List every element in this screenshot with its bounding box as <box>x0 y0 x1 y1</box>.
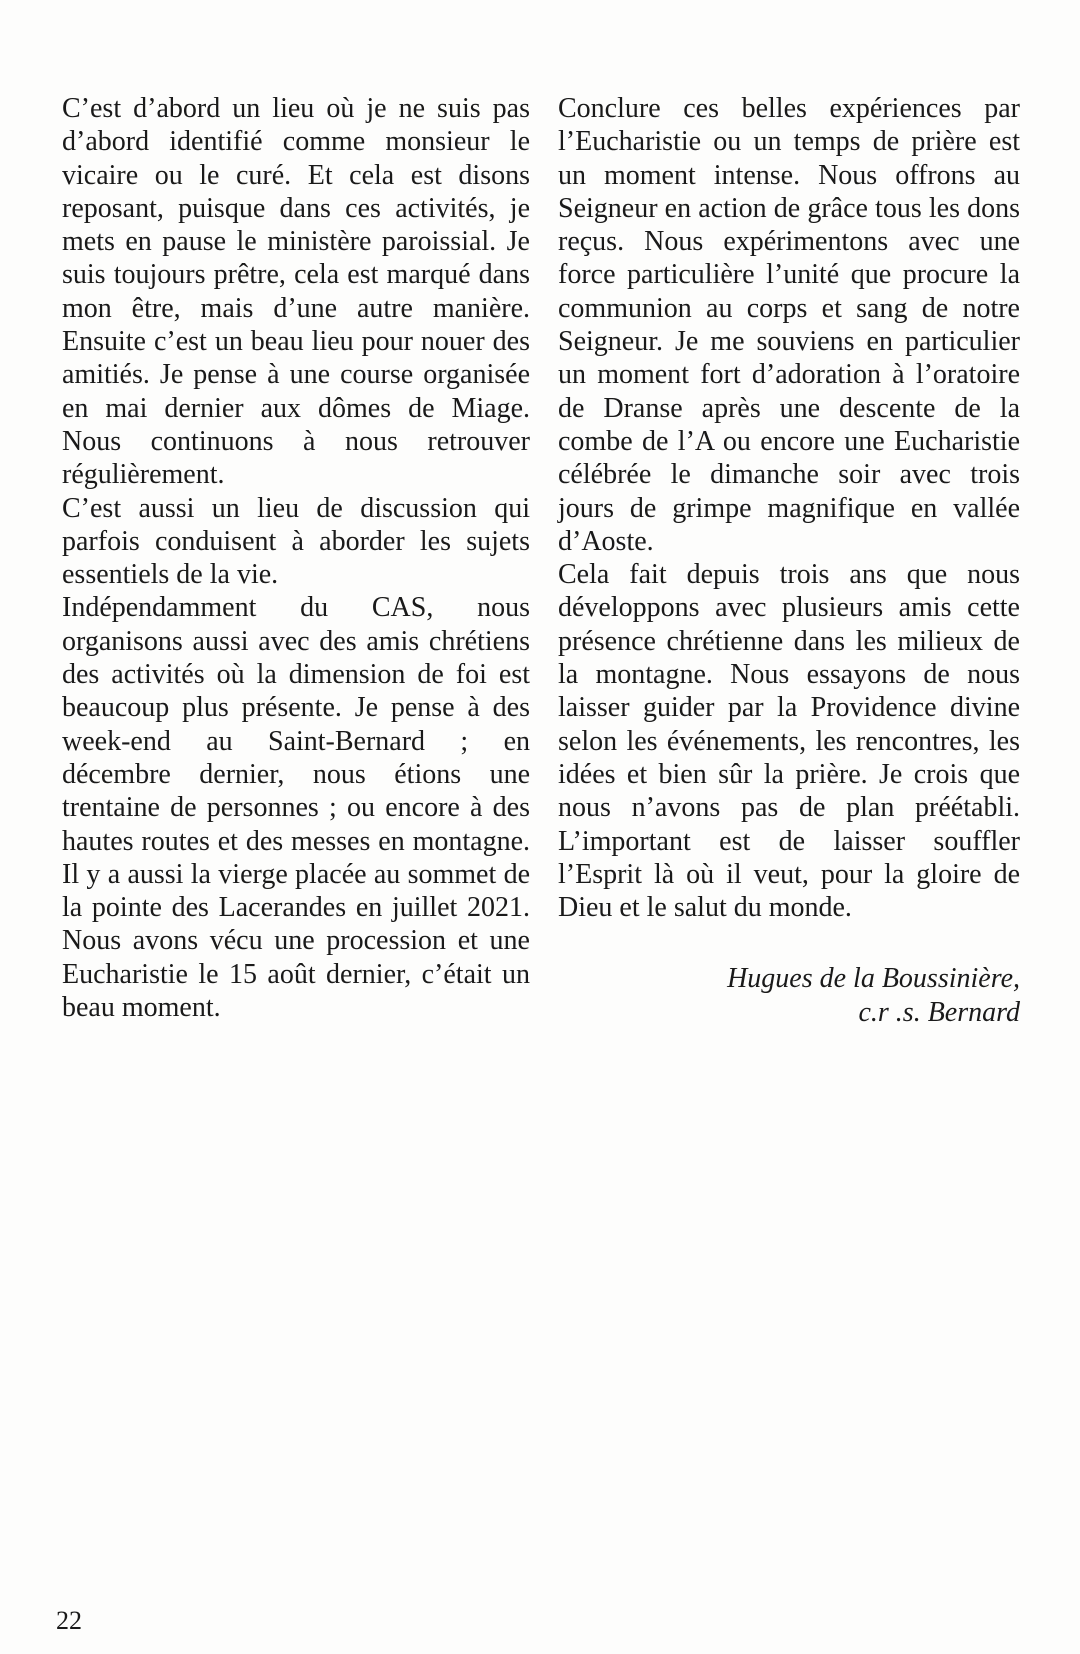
left-text-column <box>62 92 530 1024</box>
paragraph: Indépendamment du CAS, nous organisons aussi avec des amis chrétiens des activités où la dimension de foi est beaucoup plus présente. Je pense à des week-end au Saint-Bernard ; en décembre dernier, nous étions une trentaine de personnes ; ou encore à des hautes routes et des messes en montagne. Il y a aussi la vierge placée au sommet de la pointe des Lacerandes en juillet 2021. Nous avons vécu une procession et une Eucharistie le 15 août dernier, c’était un beau moment. <box>62 592 530 1024</box>
paragraph: Conclure ces belles expériences par l’Eucharistie ou un temps de prière est un moment intense. Nous offrons au Seigneur en action de grâce tous les dons reçus. Nous expérimentons avec une force particulière l’unité que procure la communion au corps et sang de notre Seigneur. Je me souviens en particulier un moment fort d’adoration à l’oratoire de Dranse après une descente de la combe de l’A ou encore une Eucharistie célébrée le dimanche soir avec trois jours de grimpe magnifique en vallée d’Aoste. <box>558 93 1020 557</box>
page-number: 22 <box>56 1606 82 1635</box>
paragraph: C’est d’abord un lieu où je ne suis pas d’abord identifié comme monsieur le vicaire ou le curé. Et cela est disons reposant, puisque dans ces activités, je mets en pause le ministère paroissial. Je suis toujours prêtre, cela est marqué dans mon être, mais d’une autre manière. Ensuite c’est un beau lieu pour nouer des amitiés. Je pense à une course organisée en mai dernier aux dômes de Miage. Nous continuons à nous retrouver régulièrement. <box>62 93 530 491</box>
author-name: Hugues de la Boussinière, <box>727 963 1020 994</box>
right-text-column <box>558 92 1020 924</box>
author-title: c.r .s. Bernard <box>858 997 1020 1028</box>
author-signature <box>558 962 1020 1030</box>
paragraph: C’est aussi un lieu de discussion qui parfois conduisent à aborder les sujets essentiels de la vie. <box>62 492 530 591</box>
paragraph: Cela fait depuis trois ans que nous développons avec plusieurs amis cette présence chrétienne dans les milieux de la montagne. Nous essayons de nous laisser guider par la Providence divine selon les événements, les rencontres, les idées et bien sûr la prière. Je crois que nous n’avons pas de plan préétabli. L’important est de laisser souffler l’Esprit là où il veut, pour la gloire de Dieu et le salut du monde. <box>558 559 1020 924</box>
